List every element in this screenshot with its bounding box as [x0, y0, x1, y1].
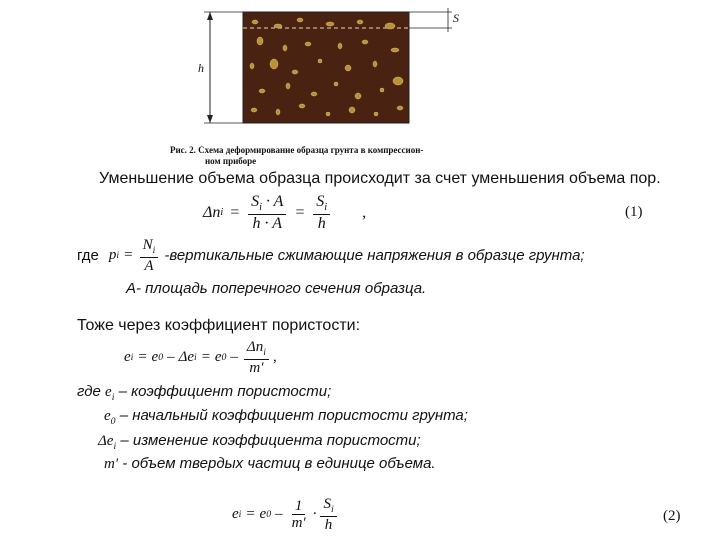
- figure-caption-line1: Рис. 2. Схема деформирование образца грунта в компрессион-: [170, 145, 424, 155]
- area-definition: А- площадь поперечного сечения образца.: [126, 280, 427, 297]
- soil-block: [243, 12, 409, 123]
- porosity-text: Тоже через коэффициент пористости:: [77, 317, 361, 334]
- def-initial-porosity: $e_0$ – начальный коэффициент пористости грунта;: [104, 407, 468, 427]
- def-porosity: где $e_i$ – коэффициент пористости;: [77, 383, 332, 403]
- volume-reduction-text: Уменьшение объема образца происходит за счет уменьшения объема пор.: [99, 170, 661, 187]
- soil-sample-figure: [190, 6, 490, 161]
- def-porosity-change: $\Delta e_i$ – изменение коэффициента пористости;: [98, 432, 421, 452]
- porosity-equation: e i = e 0 – Δe i = e 0 – $\frac{\Delta n_i}{m'}$ ,: [124, 339, 277, 376]
- equation-1: Δn i = $\frac{S_i \cdot A}{h \cdot A}$ = $\frac{S_i}{h}$ ,: [203, 193, 367, 232]
- label-s: S: [453, 11, 459, 25]
- soil-sample-diagram: [190, 6, 490, 156]
- def-solid-volume: m′ - объем твердых частиц в единице объема.: [104, 455, 436, 472]
- figure-caption-line2: ном приборе: [205, 156, 257, 166]
- equation-1-number: (1): [625, 204, 643, 220]
- pressure-definition: где p i = $\frac{N_i}{A}$ -вертикальные сжимающие напряжения в образце грунта;: [77, 237, 585, 274]
- equation-2-number: (2): [663, 508, 681, 524]
- label-h: h: [198, 61, 204, 75]
- equation-2: e i = e 0 – $\frac{1}{m'}$ · $\frac{S_i}{h}$: [232, 496, 339, 533]
